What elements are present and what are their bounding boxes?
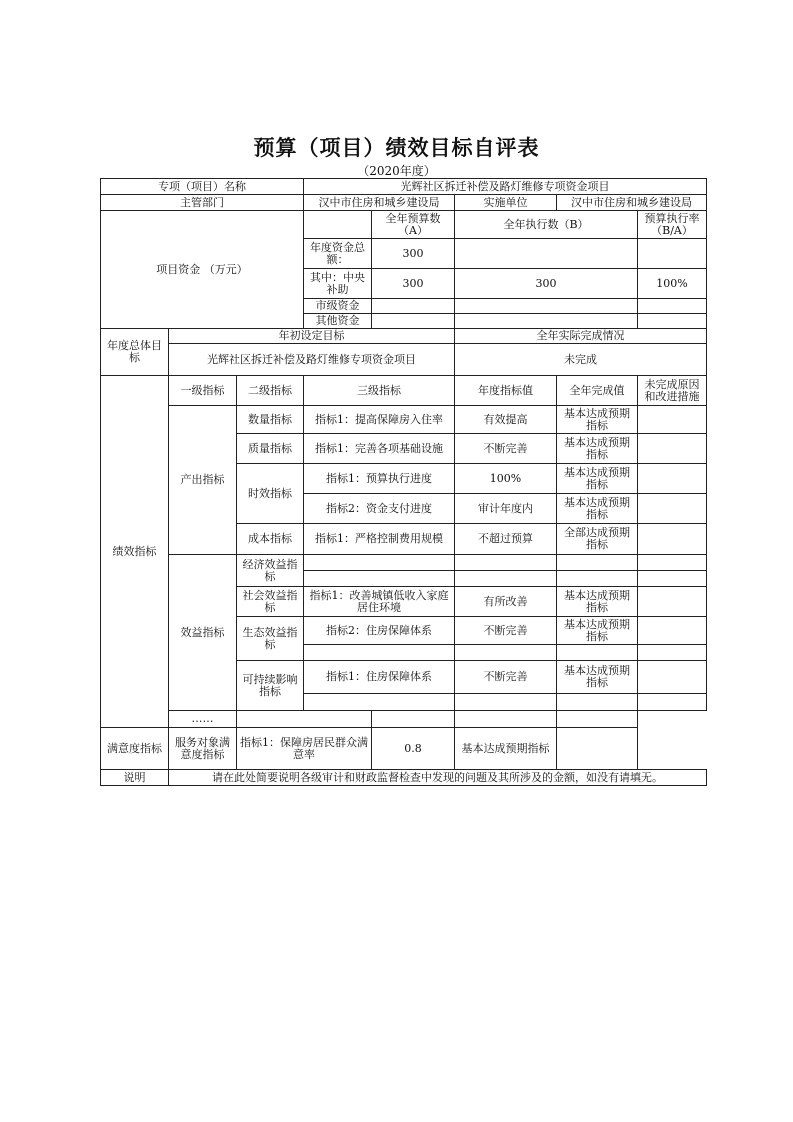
annual-goal-label: 年度总体目标 <box>101 329 169 376</box>
timeliness-indicator-2-done: 基本达成预期指标 <box>557 494 638 524</box>
quantity-indicator-value: 有效提高 <box>455 406 557 434</box>
page-title: 预算（项目）绩效目标自评表 <box>253 135 540 160</box>
budget-a-header: 全年预算数（A） <box>372 211 455 239</box>
quality-indicator-value: 不断完善 <box>455 434 557 464</box>
social-indicator-name: 指标1：改善城镇低收入家庭居住环境 <box>304 587 455 617</box>
initial-goal-value: 光辉社区拆迁补偿及路灯维修专项资金项目 <box>169 344 455 376</box>
cost-indicator-name: 指标1：严格控制费用规模 <box>304 524 455 555</box>
satisfaction-indicator-value: 0.8 <box>372 728 455 770</box>
timeliness-indicator-label: 时效指标 <box>237 464 304 524</box>
eco-indicator-value: 不断完善 <box>455 617 557 645</box>
output-indicator-label: 产出指标 <box>169 406 237 555</box>
cost-indicator-label: 成本指标 <box>237 524 304 555</box>
annual-value-header: 年度指标值 <box>455 376 557 406</box>
sustain-indicator-done: 基本达成预期指标 <box>557 661 638 694</box>
level3-header: 三级指标 <box>304 376 455 406</box>
central-label: 其中：中央补助 <box>304 269 372 299</box>
perf-indicators-label: 绩效指标 <box>101 376 169 728</box>
social-indicator-done: 基本达成预期指标 <box>557 587 638 617</box>
project-name-label: 专项（项目）名称 <box>101 179 304 195</box>
central-budget: 300 <box>372 269 455 299</box>
timeliness-indicator-2-name: 指标2：资金支付进度 <box>304 494 455 524</box>
benefit-indicator-label: 效益指标 <box>169 555 237 711</box>
cost-indicator-value: 不超过预算 <box>455 524 557 555</box>
quantity-indicator-done: 基本达成预期指标 <box>557 406 638 434</box>
level2-header: 二级指标 <box>237 376 304 406</box>
service-sat-indicator-label: 服务对象满意度指标 <box>169 728 237 770</box>
year-subtitle: （2020年度） <box>357 164 436 178</box>
eco-indicator-label: 生态效益指标 <box>237 617 304 661</box>
initial-goal-header: 年初设定目标 <box>169 329 455 344</box>
note-text: 请在此处简要说明各级审计和财政监督检查中发现的问题及其所涉及的金额，如没有请填无。 <box>169 770 707 786</box>
social-indicator-value: 有所改善 <box>455 587 557 617</box>
quantity-indicator-name: 指标1：提高保障房入住率 <box>304 406 455 434</box>
ellipsis-label: …… <box>169 711 237 728</box>
quality-indicator-done: 基本达成预期指标 <box>557 434 638 464</box>
reason-header: 未完成原因和改进措施 <box>638 376 707 406</box>
cost-indicator-done: 全部达成预期指标 <box>557 524 638 555</box>
quantity-indicator-label: 数量指标 <box>237 406 304 434</box>
actual-status-header: 全年实际完成情况 <box>455 329 707 344</box>
project-name-value: 光辉社区拆迁补偿及路灯维修专项资金项目 <box>304 179 707 195</box>
annual-total-label: 年度资金总额： <box>304 239 372 269</box>
annual-total-budget: 300 <box>372 239 455 269</box>
satisfaction-indicator-name: 指标1：保障房居民群众满意率 <box>237 728 372 770</box>
level1-header: 一级指标 <box>169 376 237 406</box>
timeliness-indicator-2-value: 审计年度内 <box>455 494 557 524</box>
sustain-indicator-name: 指标1：住房保障体系 <box>304 661 455 694</box>
quality-indicator-name: 指标1：完善各项基础设施 <box>304 434 455 464</box>
department-value: 汉中市住房和城乡建设局 <box>304 195 455 211</box>
central-rate: 100% <box>638 269 707 299</box>
evaluation-table <box>100 178 707 786</box>
econ-indicator-label: 经济效益指标 <box>237 555 304 587</box>
social-indicator-label: 社会效益指标 <box>237 587 304 617</box>
funds-label: 项目资金 （万元） <box>101 211 304 329</box>
sustain-indicator-value: 不断完善 <box>455 661 557 694</box>
satisfaction-indicator-label: 满意度指标 <box>101 728 169 770</box>
impl-unit-value: 汉中市住房和城乡建设局 <box>557 195 707 211</box>
satisfaction-indicator-done: 基本达成预期指标 <box>455 728 557 770</box>
timeliness-indicator-1-value: 100% <box>455 464 557 494</box>
impl-unit-label: 实施单位 <box>455 195 557 211</box>
actual-status-value: 未完成 <box>455 344 707 376</box>
rate-header: 预算执行率（B/A） <box>638 211 707 239</box>
other-funds-label: 其他资金 <box>304 314 372 329</box>
city-funds-label: 市级资金 <box>304 299 372 314</box>
department-label: 主管部门 <box>101 195 304 211</box>
timeliness-indicator-1-done: 基本达成预期指标 <box>557 464 638 494</box>
eco-indicator-done: 基本达成预期指标 <box>557 617 638 645</box>
exec-b-header: 全年执行数（B） <box>455 211 638 239</box>
sustain-indicator-label: 可持续影响指标 <box>237 661 304 711</box>
central-exec: 300 <box>455 269 638 299</box>
quality-indicator-label: 质量指标 <box>237 434 304 464</box>
eco-indicator-name: 指标2：住房保障体系 <box>304 617 455 645</box>
note-label: 说明 <box>101 770 169 786</box>
annual-done-header: 全年完成值 <box>557 376 638 406</box>
timeliness-indicator-1-name: 指标1：预算执行进度 <box>304 464 455 494</box>
